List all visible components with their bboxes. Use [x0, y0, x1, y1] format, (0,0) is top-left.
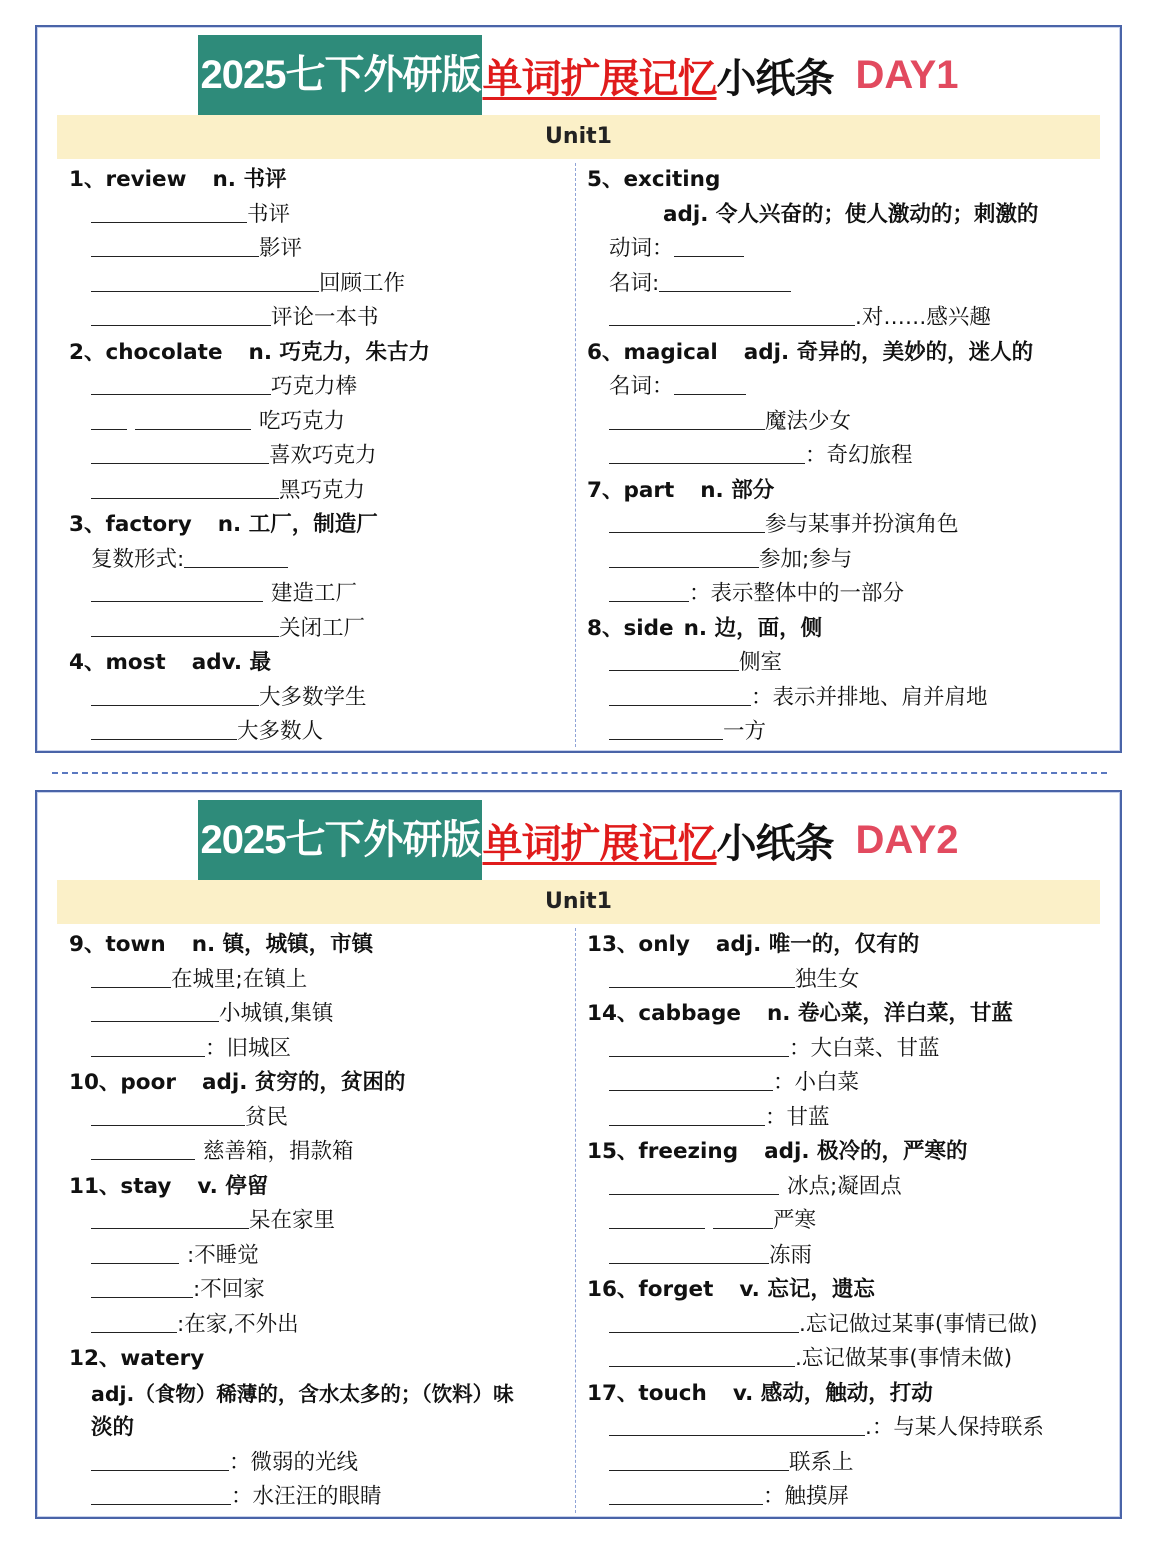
fill-blank-line — [587, 405, 1107, 440]
phrase-meaning: 影评 — [259, 236, 303, 261]
blank[interactable] — [91, 370, 271, 395]
blank[interactable] — [91, 1273, 193, 1298]
fill-blank-line — [69, 1135, 569, 1170]
blank[interactable] — [91, 1204, 249, 1229]
phrase-meaning: 参加;参与 — [759, 546, 853, 572]
blank[interactable] — [91, 963, 171, 988]
fill-blank-line — [587, 577, 1107, 612]
word-definition: n. 书评 — [212, 167, 287, 192]
title-green-part: 2025七下外研版 — [198, 35, 482, 115]
phrase-meaning: 评论一本书 — [271, 305, 379, 330]
fill-blank-line — [69, 681, 569, 716]
phrase-meaning: 冰点;凝固点 — [787, 1173, 902, 1199]
card-title — [37, 800, 1120, 880]
word-definition: n. 工厂，制造厂 — [217, 512, 378, 537]
word-definition-line — [69, 1377, 569, 1412]
blank[interactable] — [609, 508, 765, 533]
phrase-meaning: ：奇幻旅程 — [805, 443, 913, 468]
word-number: 17、touch — [587, 1380, 707, 1406]
word-entry-heading — [587, 928, 1107, 963]
blank[interactable] — [91, 715, 237, 740]
fill-blank-line — [69, 1032, 569, 1067]
blank[interactable] — [91, 198, 247, 223]
phrase-meaning: 贫民 — [245, 1104, 289, 1130]
word-number: 4、most — [69, 650, 166, 675]
fill-blank-line — [587, 543, 1107, 578]
word-entry-heading — [69, 1170, 569, 1205]
word-definition: adj.（食物）稀薄的，含水太多的；（饮料）味 — [91, 1381, 514, 1406]
phrase-meaning: 建造工厂 — [271, 581, 358, 606]
phrase-meaning: 独生女 — [795, 966, 860, 992]
phrase-meaning: ：表示整体中的一部分 — [689, 581, 905, 606]
title-day-label: DAY2 — [855, 817, 959, 862]
word-number: 15、freezing — [587, 1139, 739, 1164]
phrase-meaning: 复数形式: — [91, 546, 185, 572]
fill-blank-line — [587, 681, 1107, 716]
fill-blank-line — [587, 1032, 1107, 1067]
word-number: 11、stay — [69, 1173, 172, 1199]
blank[interactable] — [91, 612, 279, 637]
word-entry-heading — [587, 474, 1107, 509]
blank[interactable] — [609, 543, 759, 568]
fill-blank-line — [69, 612, 569, 647]
phrase-meaning: 回顾工作 — [319, 270, 406, 296]
fill-blank-line — [69, 1239, 569, 1274]
blank[interactable] — [609, 577, 689, 602]
fill-blank-line — [587, 439, 1107, 474]
blank[interactable] — [91, 1446, 229, 1471]
left-column — [69, 163, 569, 750]
blank[interactable] — [91, 997, 219, 1022]
card-day2 — [35, 790, 1122, 1519]
phrase-meaning: .忘记做过某事(事情已做) — [799, 1311, 1038, 1337]
phrase-meaning: 冻雨 — [769, 1242, 813, 1268]
column-divider — [575, 928, 576, 1513]
word-definition: n. 部分 — [700, 477, 775, 503]
blank[interactable] — [659, 267, 791, 292]
word-definition: v. 忘记，遗忘 — [739, 1277, 875, 1302]
word-number: 2、chocolate — [69, 339, 223, 365]
phrase-meaning: 侧室 — [739, 650, 783, 675]
phrase-meaning: :在家,不外出 — [177, 1311, 299, 1337]
phrase-meaning: 巧克力棒 — [271, 374, 358, 399]
word-definition: adj. 唯一的，仅有的 — [715, 932, 920, 957]
word-entry-heading — [69, 1342, 569, 1377]
blank[interactable] — [609, 1032, 789, 1057]
phrase-meaning: 大多数人 — [237, 719, 324, 744]
blank[interactable] — [609, 681, 751, 706]
phrase-meaning: 关闭工厂 — [279, 615, 366, 641]
phrase-meaning: 严寒 — [773, 1208, 817, 1233]
word-definition: n. 巧克力，朱古力 — [248, 339, 431, 365]
card-day1 — [35, 25, 1122, 753]
fill-blank-line — [69, 1308, 569, 1343]
word-entry-heading — [587, 336, 1107, 371]
phrase-meaning: 呆在家里 — [249, 1208, 336, 1233]
fill-blank-line — [587, 1239, 1107, 1274]
blank[interactable] — [674, 370, 746, 395]
fill-blank-line — [69, 1273, 569, 1308]
fill-blank-line — [69, 715, 569, 750]
word-number: 3、factory — [69, 512, 192, 537]
blank[interactable] — [609, 963, 795, 988]
fill-blank-line — [69, 1204, 569, 1239]
phrase-meaning: ：旧城区 — [205, 1035, 292, 1061]
fill-blank-line — [587, 963, 1107, 998]
title-day-label: DAY1 — [855, 52, 959, 97]
fill-blank-line — [587, 1480, 1107, 1515]
right-column — [587, 163, 1107, 750]
word-definition: v. 停留 — [197, 1173, 269, 1199]
phrase-meaning: ：微弱的光线 — [229, 1449, 359, 1475]
phrase-meaning: 慈善箱，捐款箱 — [203, 1139, 354, 1164]
blank[interactable] — [91, 1480, 231, 1505]
blank[interactable] — [609, 715, 723, 740]
fill-blank-line — [69, 963, 569, 998]
blank[interactable] — [91, 1135, 195, 1160]
word-definition: adj. 令人兴奋的；使人激动的；刺激的 — [663, 201, 1039, 227]
blank[interactable] — [91, 681, 259, 706]
word-number: 6、magical — [587, 339, 718, 365]
word-number: 8、side — [587, 615, 674, 641]
fill-blank-line — [587, 232, 1107, 267]
word-definition: adj. 奇异的，美妙的，迷人的 — [743, 339, 1034, 365]
word-entry-heading — [69, 646, 569, 681]
blank[interactable] — [91, 1032, 205, 1057]
card-title — [37, 35, 1120, 115]
title-red-part: 单词扩展记忆 — [482, 821, 717, 866]
unit-bar: Unit1 — [57, 880, 1100, 924]
word-entry-heading — [69, 1066, 569, 1101]
blank[interactable] — [91, 1308, 177, 1333]
blank[interactable] — [91, 577, 263, 602]
word-number: 1、review — [69, 167, 187, 192]
phrase-meaning: :不睡觉 — [187, 1242, 259, 1268]
word-number: 13、only — [587, 932, 690, 957]
fill-blank-line — [587, 1204, 1107, 1239]
blank[interactable] — [609, 1446, 789, 1471]
title-black-part: 小纸条 — [716, 56, 834, 101]
blank[interactable] — [609, 1308, 799, 1333]
blank[interactable] — [609, 1239, 769, 1264]
phrase-meaning: ：表示并排地、肩并肩地 — [751, 684, 988, 710]
fill-blank-line — [69, 232, 569, 267]
phrase-meaning: 动词： — [609, 236, 674, 261]
word-definition: adv. 最 — [191, 650, 272, 675]
title-black-part: 小纸条 — [716, 821, 834, 866]
fill-blank-line — [69, 577, 569, 612]
word-number: 16、forget — [587, 1277, 714, 1302]
phrase-meaning: .：与某人保持联系 — [865, 1415, 1044, 1440]
word-definition: adj. 极冷的，严寒的 — [764, 1139, 968, 1164]
word-entry-heading — [587, 1135, 1107, 1170]
word-definition: 淡的 — [91, 1415, 135, 1440]
word-definition-line — [69, 1411, 569, 1446]
fill-blank-line — [587, 646, 1107, 681]
cut-line-divider — [52, 772, 1107, 774]
blank[interactable] — [184, 543, 288, 568]
word-definition: v. 感动，触动，打动 — [732, 1380, 933, 1406]
blank[interactable] — [91, 405, 127, 430]
blank[interactable] — [91, 301, 271, 326]
fill-blank-line — [587, 1411, 1107, 1446]
left-column — [69, 928, 569, 1515]
phrase-meaning: 在城里;在镇上 — [171, 966, 308, 992]
phrase-meaning: .对……感兴趣 — [855, 305, 991, 330]
word-entry-heading — [587, 997, 1107, 1032]
word-entry-heading — [587, 612, 1107, 647]
fill-blank-line — [587, 267, 1107, 302]
word-entry-heading — [587, 1377, 1107, 1412]
fill-blank-line — [69, 439, 569, 474]
fill-blank-line — [69, 405, 569, 440]
fill-blank-line — [69, 1480, 569, 1515]
blank[interactable] — [609, 646, 739, 671]
phrase-meaning: 参与某事并扮演角色 — [765, 512, 959, 537]
fill-blank-line — [69, 474, 569, 509]
word-entry-heading — [587, 163, 1107, 198]
phrase-meaning: ：水汪汪的眼睛 — [231, 1484, 382, 1509]
word-number: 5、exciting — [587, 167, 721, 192]
word-entry-heading — [69, 163, 569, 198]
blank[interactable] — [609, 1411, 865, 1436]
phrase-meaning: 书评 — [247, 201, 291, 227]
phrase-meaning: 名词： — [609, 374, 674, 399]
word-definition: n. 边，面，侧 — [683, 615, 823, 641]
word-entry-heading — [69, 508, 569, 543]
phrase-meaning: :不回家 — [193, 1277, 265, 1302]
fill-blank-line — [69, 543, 569, 578]
fill-blank-line — [69, 370, 569, 405]
blank[interactable] — [609, 405, 765, 430]
phrase-meaning: 黑巧克力 — [279, 477, 366, 503]
fill-blank-line — [587, 1446, 1107, 1481]
word-definition: n. 卷心菜，洋白菜，甘蓝 — [766, 1001, 1013, 1026]
fill-blank-line — [69, 301, 569, 336]
blank[interactable] — [91, 1101, 245, 1126]
fill-blank-line — [69, 198, 569, 233]
fill-blank-line — [587, 1101, 1107, 1136]
column-divider — [575, 163, 576, 747]
blank[interactable] — [91, 267, 319, 292]
blank[interactable] — [609, 1342, 795, 1367]
phrase-meaning: 大多数学生 — [259, 684, 367, 710]
title-green-part: 2025七下外研版 — [198, 800, 482, 880]
phrase-meaning: ：小白菜 — [773, 1070, 860, 1095]
word-number: 12、watery — [69, 1346, 205, 1371]
blank[interactable] — [609, 1204, 705, 1229]
phrase-meaning: ：触摸屏 — [763, 1484, 850, 1509]
phrase-meaning: .忘记做某事(事情未做) — [795, 1346, 1013, 1371]
blank[interactable] — [609, 1066, 773, 1091]
blank[interactable] — [713, 1204, 773, 1229]
word-number: 7、part — [587, 477, 675, 503]
fill-blank-line — [587, 1308, 1107, 1343]
phrase-meaning: 喜欢巧克力 — [269, 443, 377, 468]
phrase-meaning: 魔法少女 — [765, 408, 852, 434]
word-entry-heading — [69, 336, 569, 371]
fill-blank-line — [587, 1342, 1107, 1377]
fill-blank-line — [69, 997, 569, 1032]
fill-blank-line — [587, 715, 1107, 750]
blank[interactable] — [91, 474, 279, 499]
word-definition-line — [587, 198, 1107, 233]
unit-bar: Unit1 — [57, 115, 1100, 159]
blank[interactable] — [609, 1480, 763, 1505]
word-definition: adj. 贫穷的，贫困的 — [201, 1070, 406, 1095]
phrase-meaning: ：甘蓝 — [765, 1104, 830, 1130]
phrase-meaning: 小城镇,集镇 — [219, 1001, 334, 1026]
blank[interactable] — [674, 232, 744, 257]
blank[interactable] — [609, 439, 805, 464]
fill-blank-line — [69, 267, 569, 302]
phrase-meaning: 名词: — [609, 270, 660, 296]
fill-blank-line — [69, 1446, 569, 1481]
blank[interactable] — [91, 232, 259, 257]
blank[interactable] — [609, 301, 855, 326]
phrase-meaning: 联系上 — [789, 1449, 854, 1475]
title-red-part: 单词扩展记忆 — [482, 56, 717, 101]
phrase-meaning: 吃巧克力 — [259, 408, 346, 434]
word-number: 10、poor — [69, 1070, 176, 1095]
fill-blank-line — [69, 1101, 569, 1136]
word-definition: n. 镇，城镇，市镇 — [191, 932, 374, 957]
fill-blank-line — [587, 370, 1107, 405]
blank[interactable] — [135, 405, 251, 430]
fill-blank-line — [587, 301, 1107, 336]
fill-blank-line — [587, 508, 1107, 543]
fill-blank-line — [587, 1066, 1107, 1101]
word-entry-heading — [69, 928, 569, 963]
blank[interactable] — [91, 439, 269, 464]
blank[interactable] — [609, 1101, 765, 1126]
right-column — [587, 928, 1107, 1515]
word-number: 9、town — [69, 932, 166, 957]
blank[interactable] — [609, 1170, 779, 1195]
phrase-meaning: ：大白菜、甘蓝 — [789, 1035, 940, 1061]
word-number: 14、cabbage — [587, 1001, 741, 1026]
blank[interactable] — [91, 1239, 179, 1264]
phrase-meaning: 一方 — [723, 719, 767, 744]
word-entry-heading — [587, 1273, 1107, 1308]
fill-blank-line — [587, 1170, 1107, 1205]
